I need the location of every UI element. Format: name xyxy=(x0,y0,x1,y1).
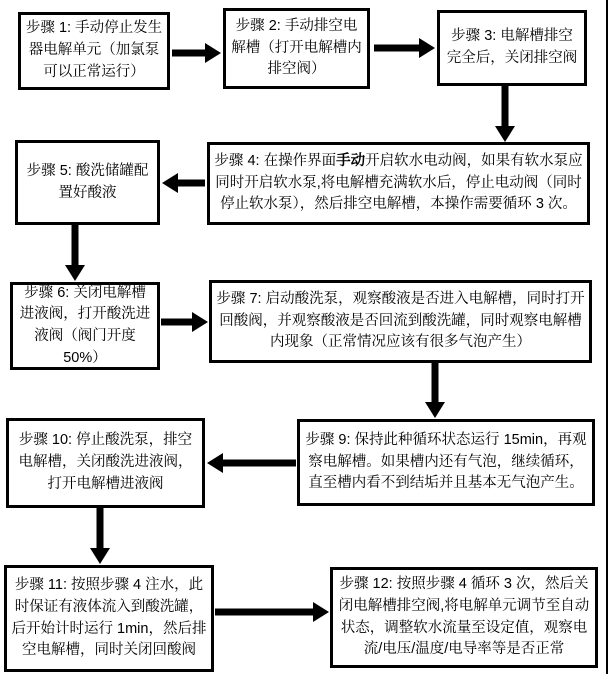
arrow-step3-to-step4-icon xyxy=(494,86,516,142)
step-7-box xyxy=(209,280,592,363)
step-10-text: 步骤 10: 停止酸洗泵，排空电解槽，关闭酸洗进液阀，打开电解槽进液阀 xyxy=(18,432,193,492)
step-7-text: 步骤 7: 启动酸洗泵，观察酸液是否进入电解槽，同时打开回酸阀，并观察酸液是否回流到酸洗罐，同时观察电解槽内现象（正常情况应该有很多气泡产生） xyxy=(216,290,585,351)
step-2-box xyxy=(223,8,370,89)
step-3-box xyxy=(437,10,587,86)
step-5-box xyxy=(15,140,160,225)
arrow-step4-to-step5-icon xyxy=(162,173,205,193)
step-4-box xyxy=(207,142,590,225)
step-2-text: 步骤 2: 手动排空电解槽（打开电解槽内排空阀） xyxy=(231,17,362,78)
arrow-step11-to-step12-icon xyxy=(215,602,329,622)
step-5-text: 步骤 5: 酸洗储罐配置好酸液 xyxy=(26,162,149,201)
arrow-step10-to-step11-icon xyxy=(89,508,111,564)
step-3-text: 步骤 3: 电解槽排空完全后，关闭排空阀 xyxy=(446,28,578,66)
step-9-text: 步骤 9: 保持此种循环状态运行 15min，再观察电解槽。如果槽内还有气泡，继续循环，直至槽内看不到结垢并且基本无气泡产生。 xyxy=(305,431,587,492)
step-6-box xyxy=(10,282,160,370)
arrow-step7-to-step9-icon xyxy=(424,363,446,418)
step-10-box xyxy=(6,418,205,508)
step-4-bold-text: 手动 xyxy=(336,152,366,169)
arrow-step9-to-step10-icon xyxy=(207,453,296,473)
step-4-text: 步骤 4: 在操作界面手动开启软水电动阀，如果有软水泵应同时开启软水泵,将电解槽充满软水后，停止电动阀（同时停止软水泵），然后排空电解槽，本操作需要循环 3 次。 xyxy=(214,152,583,213)
arrow-step1-to-step2-icon xyxy=(172,43,221,63)
step-12-box xyxy=(330,567,598,668)
step-1-box xyxy=(18,12,170,90)
arrow-step6-to-step7-icon xyxy=(161,312,208,332)
step-6-text: 步骤 6: 关闭电解槽进液阀，打开酸洗进液阀（阀门开度 50%） xyxy=(19,284,151,366)
step-9-box xyxy=(297,419,595,506)
page-right-border xyxy=(606,0,608,674)
step-1-text: 步骤 1: 手动停止发生器电解单元（加氯泵可以正常运行） xyxy=(25,20,163,80)
arrow-step5-to-step6-icon xyxy=(64,225,86,281)
step-12-text: 步骤 12: 按照步骤 4 循环 3 次，然后关闭电解槽排空阀,将电解单元调节至自动状态，调整软水流量至设定值，观察电流/电压/温度/电导率等是否正常 xyxy=(338,576,590,658)
arrow-step2-to-step3-icon xyxy=(374,38,435,58)
step-11-text: 步骤 11: 按照步骤 4 注水，此时保证有液体流入到酸洗罐，后开始计时运行 1min，然后排空电解槽，同时关闭回酸阀 xyxy=(11,577,207,659)
step-11-box xyxy=(4,565,214,672)
